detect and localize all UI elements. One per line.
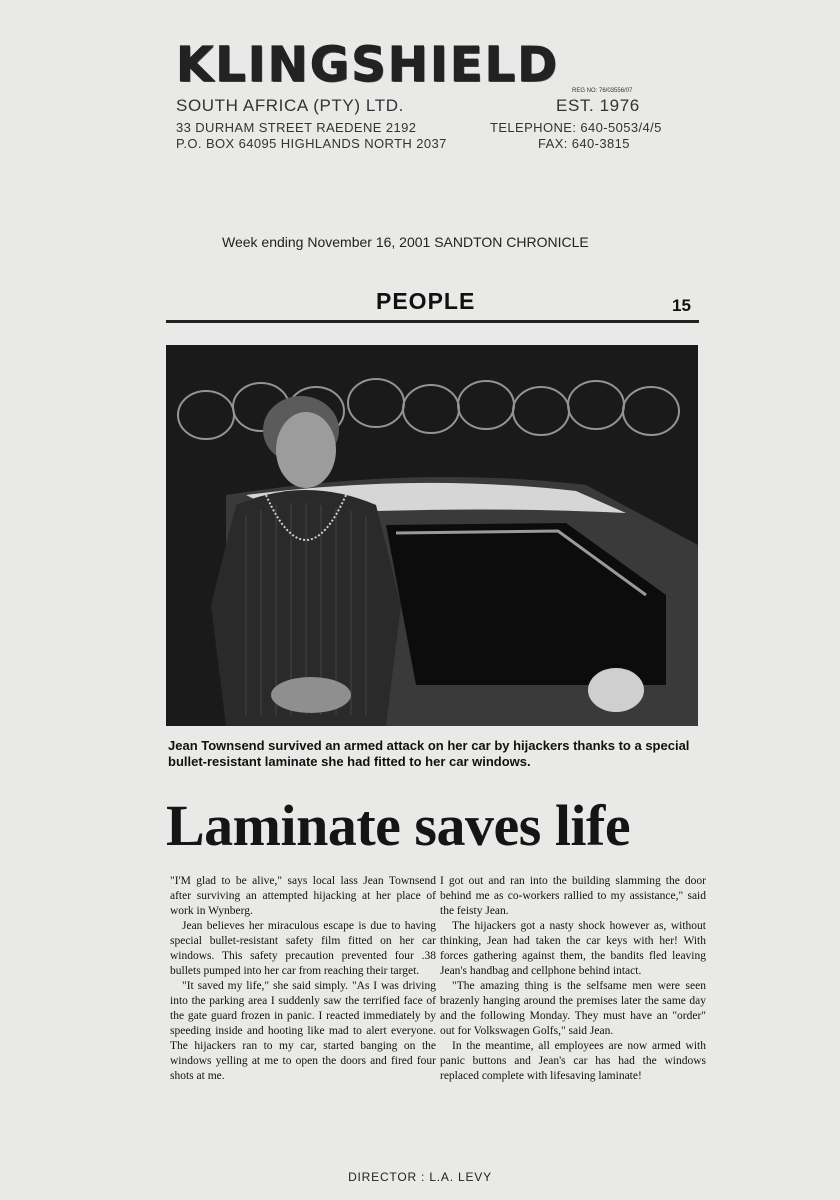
article-column-2 (440, 874, 706, 1084)
section-title: PEOPLE (376, 288, 476, 314)
article-paragraph: "The amazing thing is the selfsame men were seen brazenly hanging around the premises later the same day and the following Monday. They must have an "order" out for Volkswagen Golfs," said Jean. (440, 980, 706, 1037)
company-logo-wordmark: KLINGSHIELD (176, 37, 560, 93)
article-paragraph: "It saved my life," she said simply. "As I was driving into the parking area I suddenly saw the terrified face of the gate guard frozen in panic. I reacted immediately by speeding inside and hooting like mad to alert everyone. The hijackers ran to my car, started banging on the windows yelling at me to open the doors and fired four shots at me. (170, 980, 436, 1082)
registration-number: REG NO: 76/03556/07 (572, 88, 633, 94)
article-paragraph: In the meantime, all employees are now armed with panic buttons and Jean's car has had the windows replaced complete with lifesaving laminate! (440, 1040, 706, 1082)
letter-footer-director: DIRECTOR : L.A. LEVY (348, 1170, 492, 1184)
page-number: 15 (672, 296, 691, 315)
company-name: SOUTH AFRICA (PTY) LTD. (176, 96, 404, 115)
article-headline: Laminate saves life (166, 793, 631, 858)
street-address: 33 DURHAM STREET RAEDENE 2192 (176, 120, 417, 135)
photo-caption: Jean Townsend survived an armed attack on her car by hijackers thanks to a special bullet-resistant laminate she had fitted to her car windows. (168, 738, 690, 769)
postal-address: P.O. BOX 64095 HIGHLANDS NORTH 2037 (176, 136, 447, 151)
clipping-dateline: Week ending November 16, 2001 SANDTON CHRONICLE (222, 234, 589, 250)
article-paragraph: "I'M glad to be alive," says local lass Jean Townsend after surviving an attempted hijacking at her place of work in Wynberg. (170, 875, 436, 917)
article-column-1 (170, 874, 436, 1084)
photo-woman-beside-car (166, 345, 698, 726)
established-year: EST. 1976 (556, 96, 640, 115)
article-paragraph: I got out and ran into the building slamming the door behind me as co-workers rallied to my assistance," said the feisty Jean. (440, 875, 706, 917)
fax-number: FAX: 640-3815 (538, 136, 630, 151)
article-photo (166, 345, 698, 726)
article-paragraph: The hijackers got a nasty shock however as, without thinking, Jean had taken the car keys with her! With forces gathering against them, the bandits fled leaving Jean's handbag and cellphone behind intact. (440, 920, 706, 977)
telephone-number: TELEPHONE: 640-5053/4/5 (490, 120, 662, 135)
article-paragraph: Jean believes her miraculous escape is due to having special bullet-resistant safety film fitted on her car windows. This safety precaution prevented four .38 bullets pumped into her car from reaching their target. (170, 920, 436, 977)
